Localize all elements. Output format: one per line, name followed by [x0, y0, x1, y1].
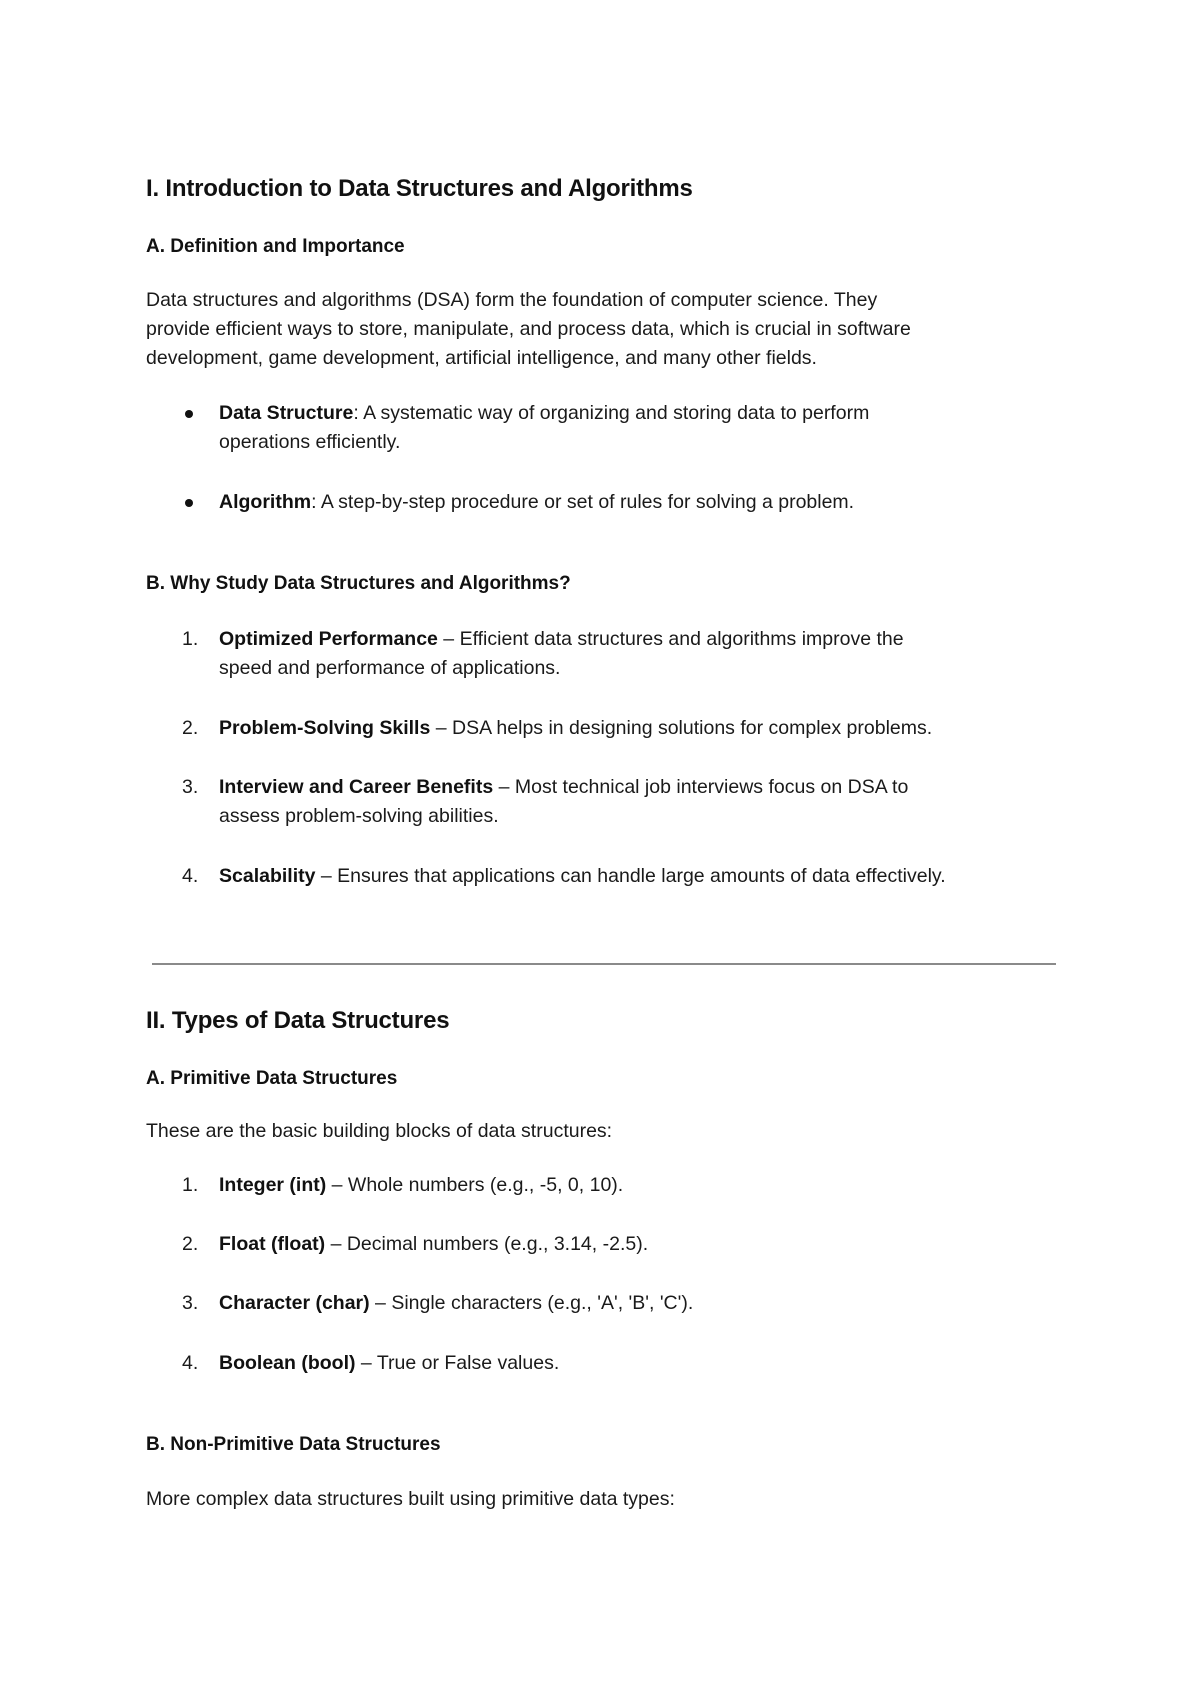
- list-text: – DSA helps in designing solutions for complex problems.: [430, 717, 933, 739]
- list-body: [219, 1230, 648, 1259]
- section-2-heading: II. Types of Data Structures: [146, 1007, 450, 1034]
- list-number: 3.: [182, 776, 199, 798]
- subsection-2b-heading: B. Non-Primitive Data Structures: [146, 1434, 441, 1455]
- list-number: 3.: [182, 1292, 199, 1314]
- bullet-body: [219, 399, 869, 457]
- list-text: – True or False values.: [355, 1352, 560, 1374]
- bullet-body: [219, 488, 854, 517]
- list-text: – Most technical job interviews focus on DSA to: [493, 776, 909, 798]
- list-text: – Single characters (e.g., 'A', 'B', 'C').: [369, 1292, 694, 1314]
- list-body: [219, 862, 946, 891]
- list-body: [219, 1171, 623, 1200]
- intro-paragraph-line-3: development, game development, artificial intelligence, and many other fields.: [146, 347, 817, 369]
- horizontal-divider: [152, 963, 1056, 965]
- subsection-1b-heading: B. Why Study Data Structures and Algorithms?: [146, 573, 571, 594]
- list-number: 4.: [182, 1352, 199, 1374]
- bullet-text: : A systematic way of organizing and storing data to perform: [353, 402, 870, 424]
- list-term: Boolean (bool): [219, 1352, 356, 1374]
- list-text-continued: speed and performance of applications.: [219, 657, 561, 679]
- list-term: Optimized Performance: [219, 628, 438, 650]
- non-primitive-intro-text: More complex data structures built using primitive data types:: [146, 1488, 675, 1510]
- list-body: [219, 773, 908, 831]
- subsection-2a-heading: A. Primitive Data Structures: [146, 1068, 398, 1089]
- list-term: Problem-Solving Skills: [219, 717, 431, 739]
- intro-paragraph-line-2: provide efficient ways to store, manipulate, and process data, which is crucial in software: [146, 318, 911, 340]
- list-number: 2.: [182, 1233, 199, 1255]
- list-text: – Whole numbers (e.g., -5, 0, 10).: [326, 1174, 624, 1196]
- list-number: 4.: [182, 865, 199, 887]
- list-term: Scalability: [219, 865, 316, 887]
- bullet-text-continued: operations efficiently.: [219, 431, 401, 453]
- list-body: [219, 625, 904, 683]
- bullet-icon: [185, 499, 193, 507]
- list-term: Character (char): [219, 1292, 370, 1314]
- list-text-continued: assess problem-solving abilities.: [219, 805, 499, 827]
- list-text: – Decimal numbers (e.g., 3.14, -2.5).: [325, 1233, 649, 1255]
- list-number: 1.: [182, 628, 199, 650]
- primitive-intro-text: These are the basic building blocks of data structures:: [146, 1120, 613, 1142]
- subsection-1a-heading: A. Definition and Importance: [146, 236, 405, 257]
- list-body: [219, 1289, 693, 1318]
- bullet-icon: [185, 410, 193, 418]
- list-body: [219, 1349, 559, 1378]
- bullet-term: Algorithm: [219, 491, 312, 513]
- intro-paragraph-line-1: Data structures and algorithms (DSA) form the foundation of computer science. They: [146, 289, 878, 311]
- bullet-text: : A step-by-step procedure or set of rules for solving a problem.: [311, 491, 855, 513]
- list-number: 1.: [182, 1174, 199, 1196]
- list-text: – Efficient data structures and algorithms improve the: [437, 628, 904, 650]
- list-number: 2.: [182, 717, 199, 739]
- list-body: [219, 714, 932, 743]
- section-1-heading: I. Introduction to Data Structures and Algorithms: [146, 175, 693, 202]
- list-term: Float (float): [219, 1233, 326, 1255]
- list-term: Interview and Career Benefits: [219, 776, 494, 798]
- bullet-term: Data Structure: [219, 402, 354, 424]
- list-term: Integer (int): [219, 1174, 327, 1196]
- list-text: – Ensures that applications can handle large amounts of data effectively.: [315, 865, 946, 887]
